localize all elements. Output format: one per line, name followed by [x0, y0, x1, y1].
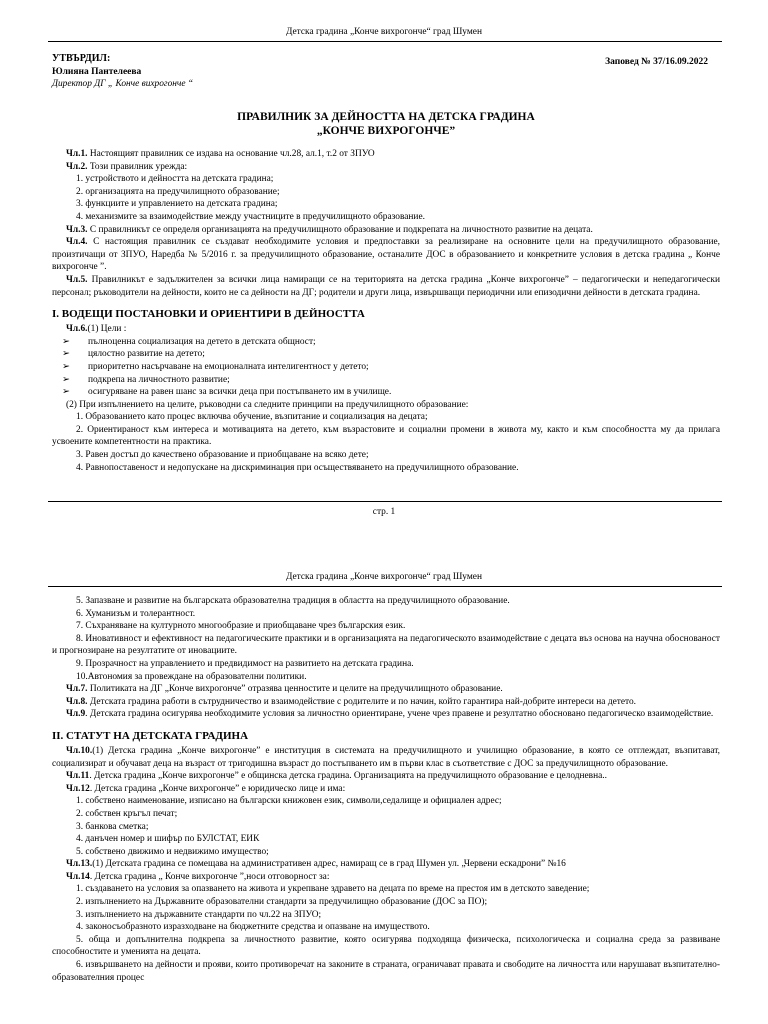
header-rule [48, 586, 722, 587]
title-line-2: „КОНЧЕ ВИХРОГОНЧЕ” [316, 125, 456, 137]
article-1: Чл.1. Настоящият правилник се издава на основание чл.28, ал.1, т.2 от ЗПУО [66, 149, 375, 159]
footer-rule [48, 501, 722, 502]
list-item: 7. Съхраняване на културното многообразие и приобщаване чрез българския език. [76, 621, 406, 632]
list-item: 1. Образованието като процес включва обучение, възпитание и социализация на децата; [76, 412, 428, 423]
article-11: Чл.11. Детска градина „Конче вихрогонче” е общинска детска градина. Организацията на предучилищното образование е целодневна.. [66, 771, 607, 782]
article-6: Чл.6.(1) Цели : [66, 324, 127, 335]
list-item: 3. изпълнението на държавните стандарти по чл.22 на ЗПУО; [76, 909, 322, 920]
list-item: ➢ цялостно развитие на детето; [62, 349, 205, 360]
article-5: Чл.5. Правилникът е задължителен за всички лица намиращи се на територията на детска градина „Конче вихрогонче” – педагогически и непедагогически персонал; ръководители на дейности, които не са дейности на ДГ; родители и други лица, извършващи периодични или епизодични дейности в детската градина. [52, 274, 720, 298]
article-3: Чл.3. С правилникът се определя организацията на предучилищното образование и подкрепата на личностното развитие на децата. [66, 224, 593, 235]
list-item: 5. обща и допълнителна подкрепа за личностното развитие, която осигурява подходяща физическа, психологическа и социална среда за развиване способностите и уменията на децата. [52, 934, 720, 958]
list-item: 2. изпълнението на Държавните образователни стандарти за предучилищно образование (ДОС за ПО); [76, 897, 488, 908]
list-item: 2. Ориентираност към интереса и мотивацията на детето, към възрастовите и социални промени в живота му, както и към способността му да прилага усвоените компетентности на практика. [52, 424, 720, 448]
article-8: Чл.8. Детската градина работи в сътрудничество и взаимодействие с родителите и по начин, който гарантира най-добрите интереси на детето. [66, 696, 637, 707]
article-12: Чл.12. Детска градина „Конче вихрогонче” е юридическо лице и има: [66, 783, 346, 794]
list-item: 5. собствено движимо и недвижимо имущество; [76, 846, 269, 857]
articles-block-1 [52, 148, 720, 474]
approver-role: Директор ДГ „ Конче вихрогонче “ [52, 79, 194, 90]
list-item: 6. извършването на дейности и прояви, които противоречат на законите в страната, ограничават правата и свободите на личността или нарушават възпитателно-образователния процес [52, 960, 720, 983]
arrow-bullet-icon: ➢ [62, 336, 70, 347]
article-10: Чл.10.(1) Детска градина „Конче вихрогонче” е институция в системата на предучилищното и училищно образование, в която се отглеждат, възпитават, социализират и обучават деца на възраст от тригодишна възраст до постъпването им в първи клас в съответствие с ДОС за предучилищното образование. [52, 745, 720, 769]
arrow-bullet-icon: ➢ [62, 374, 70, 385]
article-13: Чл.13.(1) Детската градина се помещава на административен адрес, намиращ се в град Шумен ул. „Червени ескадрони” №16 [66, 859, 566, 870]
list-item: 4. Равнопоставеност и недопускане на дискриминация при осъществяването на предучилищното образование. [76, 462, 519, 473]
list-item: 3. банкова сметка; [76, 821, 149, 832]
page-header: Детска градина „Конче вихрогонче“ град Шумен [286, 572, 482, 582]
arrow-bullet-icon: ➢ [62, 361, 70, 372]
title-line-1: ПРАВИЛНИК ЗА ДЕЙНОСТТА НА ДЕТСКА ГРАДИНА [237, 111, 535, 123]
approver-name: Юлияна Пантелеева [52, 66, 142, 77]
list-item: 6. Хуманизъм и толерантност. [76, 608, 196, 619]
list-item: 8. Иновативност и ефективност на педагогическите практики и в организацията на педагогическото взаимодействие с децата въз основа на научна обоснованост и прогнозиране на резултатите от иновациите. [52, 633, 720, 657]
page-header: Детска градина „Конче вихрогонче“ град Шумен [286, 27, 482, 37]
articles-block-2 [52, 595, 720, 984]
section-heading: II. СТАТУТ НА ДЕТСКАТА ГРАДИНА [52, 729, 249, 742]
article-9: Чл.9. Детската градина осигурява необходимите условия за личностно ориентиране, учене чрез правене и резултатно обосновано педагогическо взаимодействие. [66, 709, 714, 720]
section-heading: I. ВОДЕЩИ ПОСТАНОВКИ И ОРИЕНТИРИ В ДЕЙНОСТТА [52, 308, 365, 321]
list-item: 4. законосъобразното изразходване на бюджетните средства и опазване на имуществото. [76, 922, 430, 933]
list-item: 4. данъчен номер и шифър по БУЛСТАТ, ЕИК [76, 834, 260, 845]
article-7: Чл.7. Политиката на ДГ „Конче вихрогонче” отразява ценностите и целите на предучилищното образование. [66, 684, 503, 695]
list-item: ➢ подкрепа на личностното развитие; [62, 374, 230, 385]
list-item: 1. собствено наименование, изписано на български книжовен език, символи,седалище и официален адрес; [76, 796, 502, 807]
paragraph: (2) При изпълнението на целите, ръководни са следните принципи на предучилищното образование: [66, 399, 469, 410]
list-item: 3. Равен достъп до качествено образование и приобщаване на всяко дете; [76, 450, 369, 461]
header-rule [48, 41, 722, 42]
article-14: Чл.14. Детска градина „ Конче вихрогонче ”,носи отговорност за: [66, 871, 330, 882]
article-2: Чл.2. Този правилник урежда: [66, 161, 188, 172]
list-item: 9. Прозрачност на управлението и предвидимост на развитието на детската градина. [76, 658, 414, 669]
list-item: 10.Автономия за провеждане на образователни политики. [76, 671, 307, 682]
list-item: 2. собствен кръгъл печат; [76, 808, 178, 819]
document-title [52, 110, 720, 138]
article-4: Чл.4. С настоящия правилник се създават необходимите условия и предпоставки за реализиране на основните цели на предучилищното образование, произтичащи от ЗПУО, Наредба № 5/2016 г. за предучилищното образование, останалите ДОС в образованието и конкретните условия в детска градина „ Конче вихрогонче ”. [52, 237, 720, 273]
list-item: 1. устройството и дейността на детската градина; [76, 174, 274, 185]
arrow-bullet-icon: ➢ [62, 349, 70, 360]
list-item: ➢ осигуряване на равен шанс за всички деца при постъпването им в училище. [62, 387, 392, 398]
list-item: 2. организацията на предучилищното образование; [76, 186, 280, 197]
list-item: ➢ приоритетно насърчаване на емоционалната интелигентност у детето; [62, 361, 369, 372]
list-item: ➢ пълноценна социализация на детето в детската общност; [62, 336, 316, 347]
list-item: 5. Запазване и развитие на българската образователна традиция в областта на предучилищното образование. [76, 596, 510, 606]
arrow-bullet-icon: ➢ [62, 387, 70, 398]
order-number: Заповед № 37/16.09.2022 [605, 57, 708, 67]
list-item: 1. създаването на условия за опазването на живота и укрепване здравето на децата по време на престоя им в детското заведение; [76, 884, 590, 895]
approval-label: УТВЪРДИЛ: [52, 53, 111, 64]
list-item: 4. механизмите за взаимодействие между участниците в предучилищното образование. [76, 211, 425, 222]
list-item: 3. функциите и управлението на детската градина; [76, 199, 278, 210]
page-number: стр. 1 [372, 507, 396, 517]
